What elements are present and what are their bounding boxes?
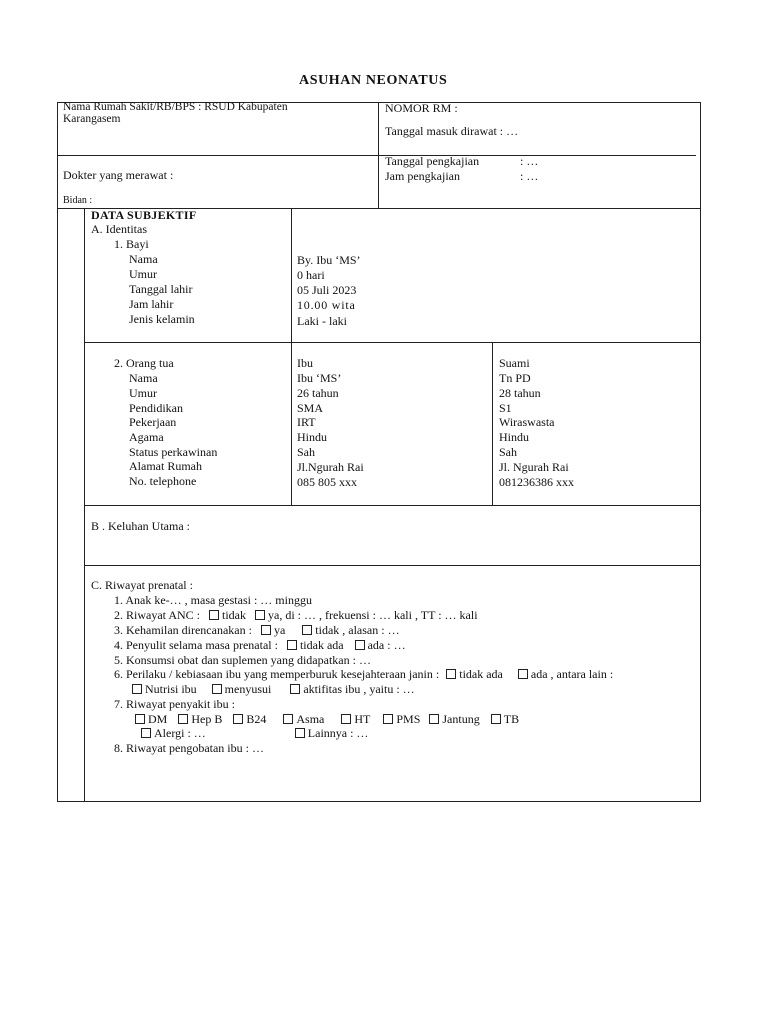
baby-field-value: Laki - laki [297,314,347,328]
anc-no-checkbox[interactable] [209,610,219,620]
mother-field-value: Hindu [297,430,327,444]
disease-checkbox[interactable] [233,714,243,724]
assessment-date-label: Tanggal pengkajian [385,154,480,168]
hospital-name-label-cont: Karangasem [63,113,121,125]
parent-field-label: No. telephone [129,474,197,488]
other-disease-label: Lainnya : … [307,726,369,740]
baby-field-label: Jenis kelamin [129,312,195,326]
habits-yes-checkbox[interactable] [518,669,528,679]
mother-field-value: Jl.Ngurah Rai [297,460,364,474]
baby-field-value: 0 hari [297,268,325,282]
allergy-checkbox[interactable] [141,728,151,738]
baby-field-label: Jam lahir [129,297,174,311]
baby-field-value: By. Ibu ‘MS’ [297,253,361,267]
disease-checkbox[interactable] [178,714,188,724]
baby-field-label: Nama [129,252,158,266]
prenatal-item-2 [114,608,478,622]
husband-field-value: Tn PD [499,371,531,385]
complications-yes-label: ada : … [367,638,406,652]
disease-checkbox[interactable] [383,714,393,724]
breastfeeding-checkbox[interactable] [212,684,222,694]
disease-option-label: Jantung [442,712,480,726]
assessment-date-value: : … [520,154,539,168]
disease-option-label: TB [503,712,520,726]
disease-option-label: Asma [296,712,325,726]
page-title: ASUHAN NEONATUS [299,73,448,88]
prenatal-item-6 [114,667,613,681]
prenatal-item-1: 1. Anak ke-… , masa gestasi : … minggu [114,593,312,607]
baby-field-value: 05 Juli 2023 [297,283,357,297]
hospital-name-label: Nama Rumah Sakit/RB/BPS : RSUD Kabupaten [63,101,288,113]
activity-label: aktifitas ibu , yaitu : … [303,682,415,696]
prenatal-item-6-options [132,682,415,696]
complications-none-checkbox[interactable] [287,640,297,650]
prenatal-item-3 [114,623,400,637]
anc-yes-checkbox[interactable] [255,610,265,620]
parents-heading: 2. Orang tua [114,356,174,370]
anc-no-label: tidak [222,608,246,622]
disease-option-label: DM [148,712,168,726]
identity-heading: A. Identitas [91,222,147,236]
planned-yes-label: ya [273,623,286,637]
husband-field-value: S1 [499,401,512,415]
disease-option-label: PMS [396,712,421,726]
mother-field-value: 085 805 xxx [297,475,357,489]
habits-none-checkbox[interactable] [446,669,456,679]
baby-field-value: 10.00 wita [297,298,356,312]
doctor-label: Dokter yang merawat : [63,168,174,182]
prenatal-item-8: 8. Riwayat pengobatan ibu : … [114,741,264,755]
mother-field-value: Ibu ‘MS’ [297,371,342,385]
mother-column-heading: Ibu [297,356,313,370]
husband-column-heading: Suami [499,356,530,370]
harmful-habits-label: 6. Perilaku / kebiasaan ibu yang memperburuk kesejahteraan janin : [114,667,440,681]
planned-no-checkbox[interactable] [302,625,312,635]
husband-field-value: Jl. Ngurah Rai [499,460,569,474]
habits-yes-label: ada , antara lain : [530,667,614,681]
baby-field-label: Umur [129,267,157,281]
prenatal-item-4 [114,638,406,652]
planned-pregnancy-label: 3. Kehamilan direncanakan : [114,623,252,637]
complications-label: 4. Penyulit selama masa prenatal : [114,638,278,652]
husband-field-value: 081236386 xxx [499,475,574,489]
parent-field-label: Agama [129,430,164,444]
planned-no-label: tidak , alasan : … [315,623,400,637]
allergy-label: Alergi : … [154,726,206,740]
mother-field-value: 26 tahun [297,386,339,400]
parent-field-label: Umur [129,386,157,400]
mother-field-value: SMA [297,401,324,415]
disease-checkbox[interactable] [135,714,145,724]
habits-none-label: tidak ada [459,667,503,681]
assessment-time-label: Jam pengkajian [385,169,460,183]
assessment-time-value: : … [520,169,539,183]
disease-checkbox[interactable] [491,714,501,724]
planned-yes-checkbox[interactable] [261,625,271,635]
nutrition-label: Nutrisi ibu [145,682,197,696]
section-heading-subjective: DATA SUBJEKTIF [91,208,197,222]
main-complaint-label: B . Keluhan Utama : [91,519,190,533]
nutrition-checkbox[interactable] [132,684,142,694]
prenatal-history-heading: C. Riwayat prenatal : [91,578,193,592]
prenatal-item-5: 5. Konsumsi obat dan suplemen yang didapatkan : … [114,653,371,667]
mother-field-value: IRT [297,415,316,429]
breastfeeding-label: menyusui [224,682,272,696]
parent-field-label: Pendidikan [129,401,183,415]
anc-label: 2. Riwayat ANC : [114,608,200,622]
baby-field-label: Tanggal lahir [129,282,193,296]
disease-option-label: Hep B [191,712,223,726]
disease-checkbox[interactable] [341,714,351,724]
disease-checkbox[interactable] [283,714,293,724]
other-disease-checkbox[interactable] [295,728,305,738]
husband-field-value: 28 tahun [499,386,541,400]
complications-none-label: tidak ada [299,638,344,652]
activity-checkbox[interactable] [290,684,300,694]
medical-record-number-label: NOMOR RM : [385,101,458,115]
midwife-label: Bidan : [63,195,93,206]
husband-field-value: Wiraswasta [499,415,555,429]
disease-options-row-2 [141,726,368,740]
parent-field-label: Alamat Rumah [129,459,202,473]
husband-field-value: Sah [499,445,517,459]
disease-checkbox[interactable] [429,714,439,724]
parent-field-label: Status perkawinan [129,445,218,459]
mother-field-value: Sah [297,445,315,459]
complications-yes-checkbox[interactable] [355,640,365,650]
disease-options [135,712,527,726]
anc-yes-label: ya, di : … , frekuensi : … kali , TT : … kali [268,608,478,622]
parent-field-label: Pekerjaan [129,415,177,429]
baby-heading: 1. Bayi [114,237,149,251]
husband-field-value: Hindu [499,430,529,444]
parent-field-label: Nama [129,371,158,385]
disease-option-label: HT [354,712,371,726]
admission-date-label: Tanggal masuk dirawat : … [385,124,519,138]
disease-option-label: B24 [246,712,267,726]
prenatal-item-7: 7. Riwayat penyakit ibu : [114,697,235,711]
